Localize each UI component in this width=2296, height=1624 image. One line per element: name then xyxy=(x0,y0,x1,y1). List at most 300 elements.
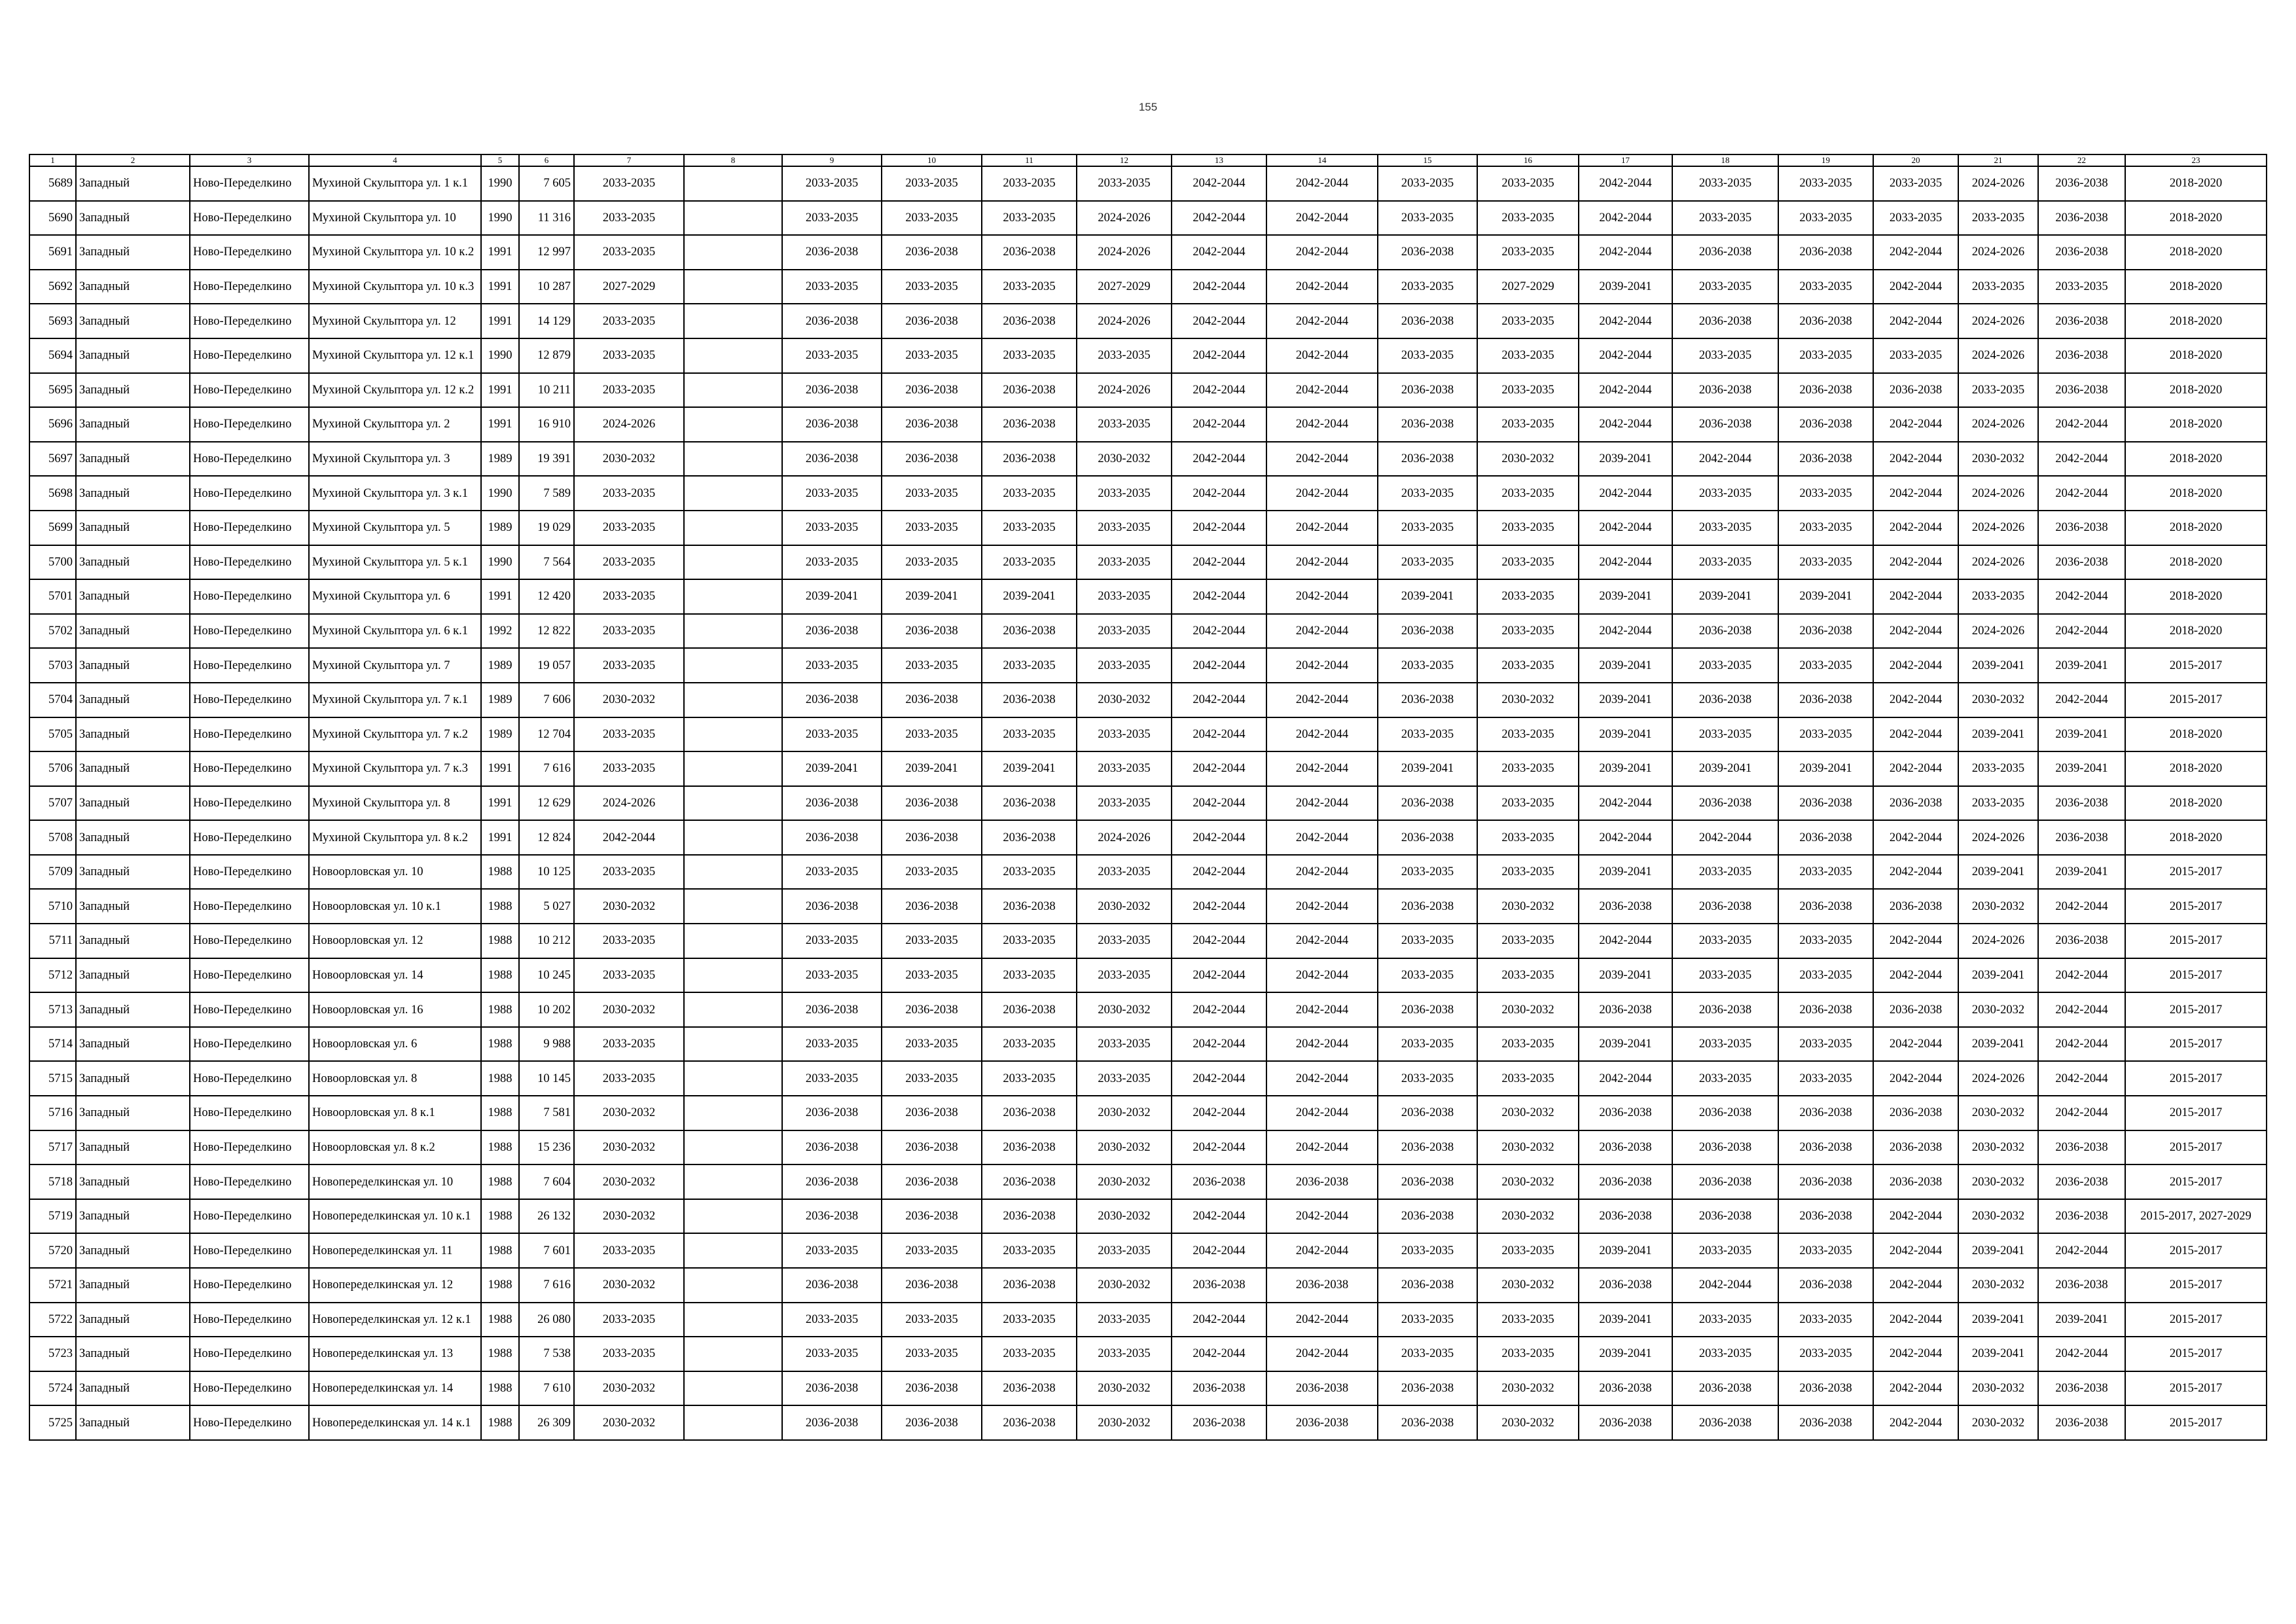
cell-period-13: 2042-2044 xyxy=(1172,855,1266,890)
cell-period-22: 2036-2038 xyxy=(2038,545,2125,580)
cell-area: Ново-Переделкино xyxy=(190,201,309,236)
cell-area-value: 11 316 xyxy=(519,201,574,236)
cell-period-19: 2036-2038 xyxy=(1778,407,1873,442)
column-header-21: 21 xyxy=(1958,154,2038,166)
cell-period-8 xyxy=(684,648,782,683)
cell-district: Западный xyxy=(76,1027,190,1062)
table-row xyxy=(29,1405,2267,1440)
cell-row-number: 5712 xyxy=(29,958,76,993)
cell-area-value: 12 629 xyxy=(519,786,574,821)
cell-period-17: 2036-2038 xyxy=(1579,1164,1672,1199)
cell-area: Ново-Переделкино xyxy=(190,235,309,270)
cell-period-20: 2042-2044 xyxy=(1873,648,1958,683)
cell-period-7: 2024-2026 xyxy=(574,786,684,821)
cell-period-14: 2042-2044 xyxy=(1266,201,1378,236)
cell-period-22: 2036-2038 xyxy=(2038,304,2125,338)
cell-period-11: 2033-2035 xyxy=(982,201,1077,236)
cell-period-9: 2033-2035 xyxy=(782,1337,882,1371)
cell-period-8 xyxy=(684,304,782,338)
cell-period-19: 2033-2035 xyxy=(1778,958,1873,993)
cell-period-8 xyxy=(684,166,782,201)
cell-period-21: 2030-2032 xyxy=(1958,442,2038,477)
cell-address: Новопеределкинская ул. 10 к.1 xyxy=(309,1199,481,1234)
cell-period-12: 2030-2032 xyxy=(1077,1096,1172,1130)
cell-period-19: 2036-2038 xyxy=(1778,992,1873,1027)
cell-year: 1989 xyxy=(481,511,519,545)
cell-period-13: 2042-2044 xyxy=(1172,545,1266,580)
cell-period-7: 2030-2032 xyxy=(574,1268,684,1303)
cell-area-value: 7 581 xyxy=(519,1096,574,1130)
cell-period-7: 2033-2035 xyxy=(574,717,684,752)
column-header-4: 4 xyxy=(309,154,481,166)
cell-address: Новоорловская ул. 8 к.1 xyxy=(309,1096,481,1130)
cell-period-15: 2036-2038 xyxy=(1378,442,1477,477)
cell-period-14: 2036-2038 xyxy=(1266,1405,1378,1440)
cell-area-value: 7 616 xyxy=(519,1268,574,1303)
cell-district: Западный xyxy=(76,889,190,924)
cell-period-19: 2033-2035 xyxy=(1778,1061,1873,1096)
cell-period-15: 2036-2038 xyxy=(1378,1405,1477,1440)
cell-area: Ново-Переделкино xyxy=(190,1371,309,1406)
cell-period-12: 2033-2035 xyxy=(1077,924,1172,958)
cell-period-16: 2033-2035 xyxy=(1477,1027,1579,1062)
cell-year: 1988 xyxy=(481,1164,519,1199)
cell-period-14: 2042-2044 xyxy=(1266,820,1378,855)
cell-period-22: 2042-2044 xyxy=(2038,1337,2125,1371)
cell-period-18: 2039-2041 xyxy=(1672,579,1778,614)
cell-period-19: 2033-2035 xyxy=(1778,924,1873,958)
cell-period-19: 2036-2038 xyxy=(1778,373,1873,408)
cell-period-20: 2036-2038 xyxy=(1873,889,1958,924)
cell-row-number: 5690 xyxy=(29,201,76,236)
cell-row-number: 5719 xyxy=(29,1199,76,1234)
cell-period-15: 2039-2041 xyxy=(1378,751,1477,786)
cell-district: Западный xyxy=(76,1199,190,1234)
cell-address: Мухиной Скульптора ул. 10 к.3 xyxy=(309,270,481,304)
cell-period-14: 2042-2044 xyxy=(1266,1337,1378,1371)
cell-period-20: 2042-2044 xyxy=(1873,820,1958,855)
cell-area: Ново-Переделкино xyxy=(190,545,309,580)
cell-area-value: 12 420 xyxy=(519,579,574,614)
cell-period-23: 2018-2020 xyxy=(2125,304,2267,338)
cell-period-19: 2033-2035 xyxy=(1778,1233,1873,1268)
cell-period-16: 2033-2035 xyxy=(1477,1303,1579,1337)
cell-period-19: 2036-2038 xyxy=(1778,1130,1873,1165)
cell-period-12: 2030-2032 xyxy=(1077,1130,1172,1165)
cell-period-10: 2036-2038 xyxy=(882,373,982,408)
cell-period-19: 2036-2038 xyxy=(1778,1199,1873,1234)
cell-period-18: 2036-2038 xyxy=(1672,373,1778,408)
cell-period-13: 2042-2044 xyxy=(1172,889,1266,924)
cell-year: 1991 xyxy=(481,820,519,855)
cell-period-13: 2042-2044 xyxy=(1172,338,1266,373)
cell-period-12: 2033-2035 xyxy=(1077,614,1172,649)
cell-period-8 xyxy=(684,476,782,511)
cell-area: Ново-Переделкино xyxy=(190,304,309,338)
cell-period-18: 2033-2035 xyxy=(1672,511,1778,545)
cell-area-value: 26 309 xyxy=(519,1405,574,1440)
cell-period-16: 2027-2029 xyxy=(1477,270,1579,304)
cell-period-9: 2036-2038 xyxy=(782,786,882,821)
cell-period-18: 2036-2038 xyxy=(1672,889,1778,924)
cell-period-20: 2042-2044 xyxy=(1873,1061,1958,1096)
cell-period-14: 2042-2044 xyxy=(1266,1027,1378,1062)
cell-area-value: 12 704 xyxy=(519,717,574,752)
cell-period-22: 2042-2044 xyxy=(2038,1027,2125,1062)
cell-row-number: 5724 xyxy=(29,1371,76,1406)
cell-period-9: 2033-2035 xyxy=(782,717,882,752)
cell-address: Мухиной Скульптора ул. 3 xyxy=(309,442,481,477)
cell-period-14: 2042-2044 xyxy=(1266,786,1378,821)
cell-period-22: 2042-2044 xyxy=(2038,476,2125,511)
cell-period-23: 2018-2020 xyxy=(2125,786,2267,821)
cell-period-23: 2018-2020 xyxy=(2125,442,2267,477)
cell-row-number: 5689 xyxy=(29,166,76,201)
cell-district: Западный xyxy=(76,235,190,270)
cell-area: Ново-Переделкино xyxy=(190,855,309,890)
cell-year: 1988 xyxy=(481,1130,519,1165)
cell-period-16: 2030-2032 xyxy=(1477,1199,1579,1234)
cell-period-7: 2033-2035 xyxy=(574,201,684,236)
cell-period-7: 2030-2032 xyxy=(574,1130,684,1165)
column-header-3: 3 xyxy=(190,154,309,166)
cell-period-16: 2033-2035 xyxy=(1477,1337,1579,1371)
cell-period-23: 2015-2017 xyxy=(2125,958,2267,993)
cell-period-11: 2033-2035 xyxy=(982,1027,1077,1062)
cell-period-21: 2030-2032 xyxy=(1958,1199,2038,1234)
cell-address: Мухиной Скульптора ул. 12 xyxy=(309,304,481,338)
cell-row-number: 5697 xyxy=(29,442,76,477)
cell-area: Ново-Переделкино xyxy=(190,683,309,717)
cell-period-19: 2036-2038 xyxy=(1778,1268,1873,1303)
cell-period-15: 2033-2035 xyxy=(1378,338,1477,373)
cell-period-18: 2033-2035 xyxy=(1672,166,1778,201)
cell-period-9: 2033-2035 xyxy=(782,1027,882,1062)
cell-period-14: 2042-2044 xyxy=(1266,751,1378,786)
cell-period-13: 2042-2044 xyxy=(1172,786,1266,821)
cell-period-12: 2030-2032 xyxy=(1077,1405,1172,1440)
cell-period-8 xyxy=(684,1164,782,1199)
cell-period-21: 2024-2026 xyxy=(1958,407,2038,442)
cell-period-18: 2042-2044 xyxy=(1672,1268,1778,1303)
cell-district: Западный xyxy=(76,476,190,511)
cell-area: Ново-Переделкино xyxy=(190,407,309,442)
cell-period-10: 2036-2038 xyxy=(882,992,982,1027)
cell-year: 1991 xyxy=(481,751,519,786)
cell-row-number: 5707 xyxy=(29,786,76,821)
cell-period-7: 2033-2035 xyxy=(574,476,684,511)
cell-period-14: 2036-2038 xyxy=(1266,1268,1378,1303)
cell-period-14: 2042-2044 xyxy=(1266,717,1378,752)
cell-period-15: 2033-2035 xyxy=(1378,166,1477,201)
cell-period-21: 2033-2035 xyxy=(1958,751,2038,786)
cell-period-7: 2033-2035 xyxy=(574,614,684,649)
cell-period-16: 2033-2035 xyxy=(1477,855,1579,890)
cell-period-11: 2036-2038 xyxy=(982,786,1077,821)
table-row xyxy=(29,545,2267,580)
cell-address: Мухиной Скульптора ул. 7 к.2 xyxy=(309,717,481,752)
table-row xyxy=(29,201,2267,236)
cell-period-15: 2036-2038 xyxy=(1378,889,1477,924)
cell-period-18: 2036-2038 xyxy=(1672,992,1778,1027)
cell-period-13: 2042-2044 xyxy=(1172,1096,1266,1130)
cell-period-21: 2039-2041 xyxy=(1958,648,2038,683)
cell-period-16: 2033-2035 xyxy=(1477,338,1579,373)
cell-period-19: 2036-2038 xyxy=(1778,1405,1873,1440)
cell-period-23: 2015-2017 xyxy=(2125,1337,2267,1371)
cell-period-21: 2024-2026 xyxy=(1958,304,2038,338)
table-row xyxy=(29,751,2267,786)
cell-period-15: 2033-2035 xyxy=(1378,1027,1477,1062)
cell-area: Ново-Переделкино xyxy=(190,1027,309,1062)
table-row xyxy=(29,476,2267,511)
cell-area: Ново-Переделкино xyxy=(190,270,309,304)
cell-period-7: 2030-2032 xyxy=(574,1405,684,1440)
cell-area: Ново-Переделкино xyxy=(190,442,309,477)
cell-period-23: 2018-2020 xyxy=(2125,820,2267,855)
cell-period-19: 2036-2038 xyxy=(1778,1164,1873,1199)
cell-period-18: 2036-2038 xyxy=(1672,1130,1778,1165)
cell-period-13: 2042-2044 xyxy=(1172,648,1266,683)
cell-period-7: 2033-2035 xyxy=(574,1027,684,1062)
cell-period-15: 2033-2035 xyxy=(1378,201,1477,236)
cell-district: Западный xyxy=(76,924,190,958)
cell-row-number: 5694 xyxy=(29,338,76,373)
cell-period-15: 2033-2035 xyxy=(1378,511,1477,545)
cell-period-22: 2036-2038 xyxy=(2038,1405,2125,1440)
cell-period-10: 2033-2035 xyxy=(882,511,982,545)
cell-address: Мухиной Скульптора ул. 8 xyxy=(309,786,481,821)
cell-period-12: 2033-2035 xyxy=(1077,1027,1172,1062)
cell-period-9: 2033-2035 xyxy=(782,545,882,580)
cell-period-17: 2036-2038 xyxy=(1579,1096,1672,1130)
cell-period-21: 2030-2032 xyxy=(1958,1405,2038,1440)
cell-period-7: 2033-2035 xyxy=(574,511,684,545)
cell-period-9: 2039-2041 xyxy=(782,579,882,614)
table-row xyxy=(29,1268,2267,1303)
cell-period-17: 2042-2044 xyxy=(1579,373,1672,408)
column-header-8: 8 xyxy=(684,154,782,166)
cell-period-15: 2036-2038 xyxy=(1378,1371,1477,1406)
cell-row-number: 5716 xyxy=(29,1096,76,1130)
cell-period-20: 2042-2044 xyxy=(1873,958,1958,993)
cell-period-12: 2033-2035 xyxy=(1077,476,1172,511)
cell-period-18: 2036-2038 xyxy=(1672,235,1778,270)
cell-period-11: 2033-2035 xyxy=(982,166,1077,201)
cell-period-15: 2036-2038 xyxy=(1378,1268,1477,1303)
cell-period-12: 2033-2035 xyxy=(1077,338,1172,373)
cell-period-17: 2042-2044 xyxy=(1579,614,1672,649)
cell-period-15: 2033-2035 xyxy=(1378,924,1477,958)
cell-period-18: 2036-2038 xyxy=(1672,1405,1778,1440)
cell-period-12: 2033-2035 xyxy=(1077,579,1172,614)
cell-period-22: 2039-2041 xyxy=(2038,648,2125,683)
cell-period-14: 2042-2044 xyxy=(1266,166,1378,201)
cell-period-21: 2039-2041 xyxy=(1958,1303,2038,1337)
cell-period-12: 2033-2035 xyxy=(1077,786,1172,821)
cell-period-21: 2024-2026 xyxy=(1958,166,2038,201)
cell-period-11: 2036-2038 xyxy=(982,442,1077,477)
cell-district: Западный xyxy=(76,511,190,545)
column-header-19: 19 xyxy=(1778,154,1873,166)
cell-area-value: 19 029 xyxy=(519,511,574,545)
cell-period-7: 2030-2032 xyxy=(574,889,684,924)
cell-period-11: 2036-2038 xyxy=(982,1405,1077,1440)
cell-row-number: 5722 xyxy=(29,1303,76,1337)
cell-period-23: 2018-2020 xyxy=(2125,614,2267,649)
cell-period-17: 2042-2044 xyxy=(1579,201,1672,236)
cell-period-8 xyxy=(684,1027,782,1062)
data-table xyxy=(29,154,2267,1441)
cell-area-value: 12 879 xyxy=(519,338,574,373)
cell-period-23: 2015-2017 xyxy=(2125,1096,2267,1130)
cell-period-23: 2018-2020 xyxy=(2125,717,2267,752)
cell-period-11: 2036-2038 xyxy=(982,1371,1077,1406)
cell-period-11: 2033-2035 xyxy=(982,958,1077,993)
cell-address: Мухиной Скульптора ул. 7 xyxy=(309,648,481,683)
cell-area: Ново-Переделкино xyxy=(190,1303,309,1337)
cell-period-9: 2036-2038 xyxy=(782,1371,882,1406)
cell-period-19: 2033-2035 xyxy=(1778,1027,1873,1062)
cell-period-10: 2033-2035 xyxy=(882,717,982,752)
cell-period-18: 2033-2035 xyxy=(1672,545,1778,580)
cell-period-22: 2042-2044 xyxy=(2038,958,2125,993)
cell-district: Западный xyxy=(76,1164,190,1199)
cell-period-9: 2033-2035 xyxy=(782,855,882,890)
cell-period-20: 2042-2044 xyxy=(1873,751,1958,786)
cell-period-10: 2033-2035 xyxy=(882,476,982,511)
cell-period-22: 2042-2044 xyxy=(2038,442,2125,477)
cell-period-10: 2036-2038 xyxy=(882,820,982,855)
cell-year: 1992 xyxy=(481,614,519,649)
cell-period-11: 2033-2035 xyxy=(982,1337,1077,1371)
cell-period-18: 2042-2044 xyxy=(1672,442,1778,477)
cell-year: 1991 xyxy=(481,235,519,270)
cell-period-16: 2033-2035 xyxy=(1477,545,1579,580)
cell-period-15: 2036-2038 xyxy=(1378,1096,1477,1130)
cell-period-9: 2036-2038 xyxy=(782,1096,882,1130)
cell-period-14: 2042-2044 xyxy=(1266,924,1378,958)
table-row xyxy=(29,1199,2267,1234)
cell-period-11: 2036-2038 xyxy=(982,992,1077,1027)
cell-period-17: 2042-2044 xyxy=(1579,476,1672,511)
cell-period-9: 2036-2038 xyxy=(782,1130,882,1165)
cell-period-16: 2030-2032 xyxy=(1477,442,1579,477)
cell-period-23: 2018-2020 xyxy=(2125,751,2267,786)
cell-period-20: 2042-2044 xyxy=(1873,1199,1958,1234)
cell-area-value: 7 604 xyxy=(519,1164,574,1199)
cell-row-number: 5691 xyxy=(29,235,76,270)
cell-period-21: 2024-2026 xyxy=(1958,614,2038,649)
cell-period-8 xyxy=(684,1303,782,1337)
cell-year: 1988 xyxy=(481,1096,519,1130)
cell-year: 1988 xyxy=(481,1371,519,1406)
cell-area-value: 12 997 xyxy=(519,235,574,270)
cell-period-23: 2018-2020 xyxy=(2125,373,2267,408)
cell-period-11: 2033-2035 xyxy=(982,545,1077,580)
cell-period-15: 2033-2035 xyxy=(1378,270,1477,304)
cell-period-10: 2036-2038 xyxy=(882,889,982,924)
cell-year: 1991 xyxy=(481,373,519,408)
table-row xyxy=(29,407,2267,442)
cell-period-23: 2018-2020 xyxy=(2125,511,2267,545)
cell-area: Ново-Переделкино xyxy=(190,579,309,614)
cell-period-15: 2033-2035 xyxy=(1378,476,1477,511)
cell-period-15: 2033-2035 xyxy=(1378,1233,1477,1268)
cell-period-13: 2042-2044 xyxy=(1172,751,1266,786)
cell-period-21: 2033-2035 xyxy=(1958,270,2038,304)
cell-period-20: 2042-2044 xyxy=(1873,683,1958,717)
cell-period-9: 2036-2038 xyxy=(782,373,882,408)
column-header-18: 18 xyxy=(1672,154,1778,166)
cell-period-8 xyxy=(684,579,782,614)
cell-period-16: 2030-2032 xyxy=(1477,1371,1579,1406)
cell-area-value: 12 824 xyxy=(519,820,574,855)
cell-period-14: 2042-2044 xyxy=(1266,683,1378,717)
cell-period-22: 2036-2038 xyxy=(2038,1371,2125,1406)
cell-period-18: 2036-2038 xyxy=(1672,1199,1778,1234)
cell-area-value: 7 606 xyxy=(519,683,574,717)
cell-period-19: 2039-2041 xyxy=(1778,579,1873,614)
cell-row-number: 5706 xyxy=(29,751,76,786)
table-row xyxy=(29,511,2267,545)
cell-period-14: 2042-2044 xyxy=(1266,373,1378,408)
cell-district: Западный xyxy=(76,1130,190,1165)
cell-area: Ново-Переделкино xyxy=(190,166,309,201)
cell-row-number: 5702 xyxy=(29,614,76,649)
cell-district: Западный xyxy=(76,855,190,890)
table-row xyxy=(29,855,2267,890)
cell-address: Новопеределкинская ул. 13 xyxy=(309,1337,481,1371)
cell-period-8 xyxy=(684,614,782,649)
cell-period-16: 2033-2035 xyxy=(1477,958,1579,993)
cell-period-19: 2033-2035 xyxy=(1778,166,1873,201)
cell-area-value: 7 605 xyxy=(519,166,574,201)
column-header-12: 12 xyxy=(1077,154,1172,166)
cell-period-10: 2033-2035 xyxy=(882,1337,982,1371)
cell-row-number: 5704 xyxy=(29,683,76,717)
cell-period-19: 2033-2035 xyxy=(1778,545,1873,580)
cell-period-13: 2042-2044 xyxy=(1172,1061,1266,1096)
table-row xyxy=(29,1371,2267,1406)
cell-period-8 xyxy=(684,407,782,442)
cell-period-16: 2033-2035 xyxy=(1477,235,1579,270)
cell-period-14: 2042-2044 xyxy=(1266,511,1378,545)
cell-period-10: 2039-2041 xyxy=(882,579,982,614)
cell-period-17: 2042-2044 xyxy=(1579,166,1672,201)
cell-period-10: 2039-2041 xyxy=(882,751,982,786)
cell-address: Мухиной Скульптора ул. 8 к.2 xyxy=(309,820,481,855)
cell-period-14: 2042-2044 xyxy=(1266,1130,1378,1165)
table-row xyxy=(29,1303,2267,1337)
cell-period-7: 2030-2032 xyxy=(574,1199,684,1234)
cell-year: 1988 xyxy=(481,1199,519,1234)
cell-period-18: 2033-2035 xyxy=(1672,648,1778,683)
cell-period-22: 2036-2038 xyxy=(2038,166,2125,201)
cell-period-8 xyxy=(684,786,782,821)
cell-period-22: 2033-2035 xyxy=(2038,270,2125,304)
cell-period-7: 2042-2044 xyxy=(574,820,684,855)
cell-period-12: 2030-2032 xyxy=(1077,1164,1172,1199)
cell-period-23: 2018-2020 xyxy=(2125,235,2267,270)
table-row xyxy=(29,1337,2267,1371)
cell-year: 1988 xyxy=(481,889,519,924)
cell-period-9: 2036-2038 xyxy=(782,1405,882,1440)
cell-period-16: 2030-2032 xyxy=(1477,1268,1579,1303)
cell-period-10: 2033-2035 xyxy=(882,1233,982,1268)
cell-period-10: 2036-2038 xyxy=(882,1164,982,1199)
cell-row-number: 5705 xyxy=(29,717,76,752)
